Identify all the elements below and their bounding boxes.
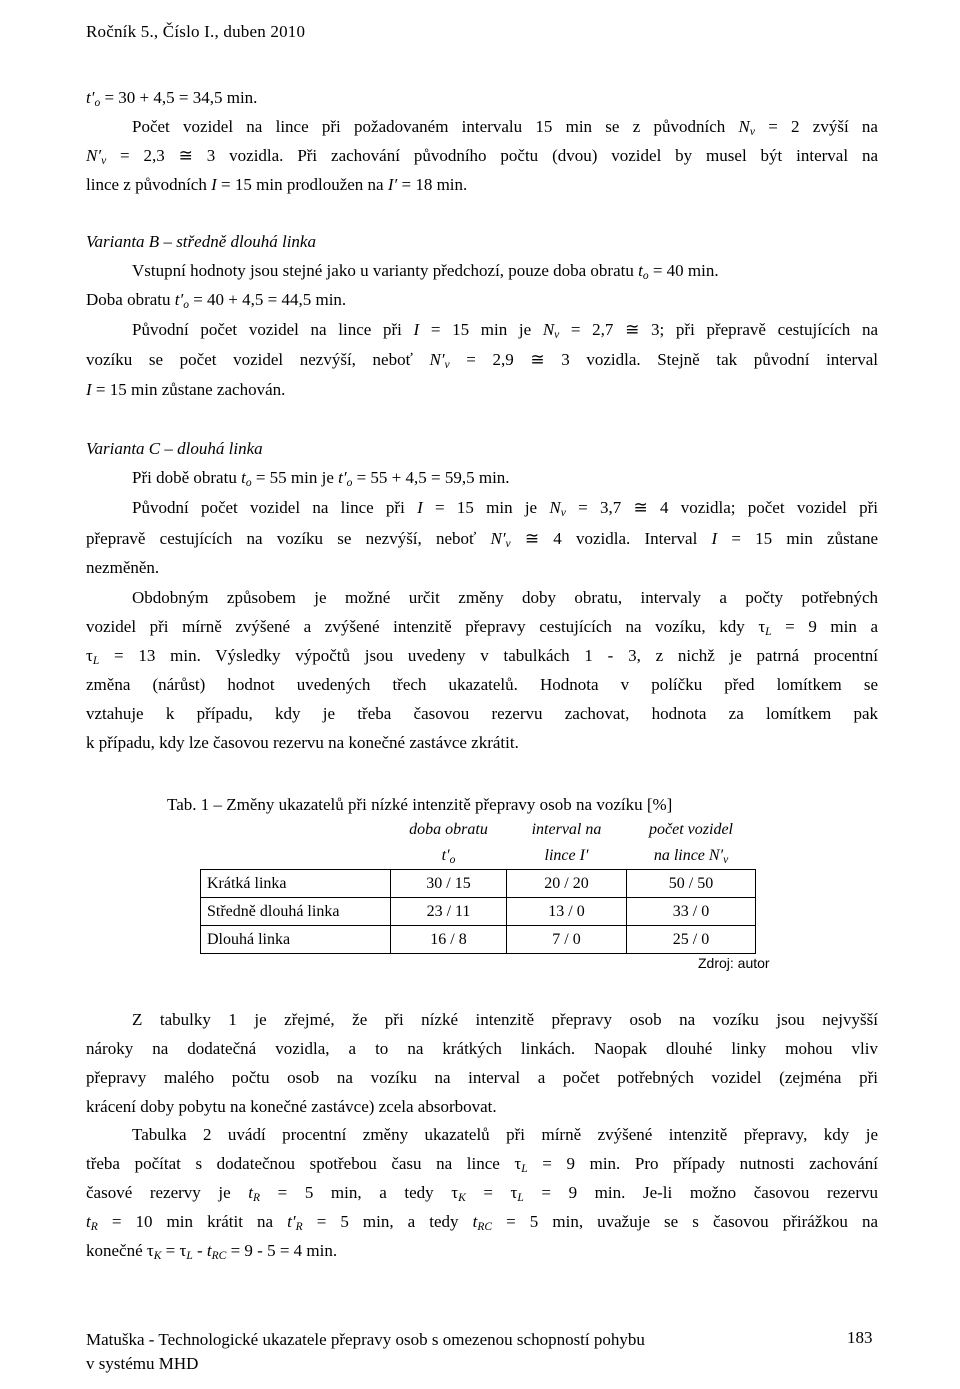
para-table1-line-4: krácení doby pobytu na konečné zastávce) zcela absorbovat. xyxy=(86,1097,497,1116)
variant-b-line-5: I = 15 min zůstane zachován. xyxy=(86,380,286,399)
para-similar-line-4: změna (nárůst) hodnot uvedených třech ukazatelů. Hodnota v políčku před lomítkem se xyxy=(86,675,878,694)
variant-b-heading: Varianta B – středně dlouhá linka xyxy=(86,232,316,251)
table-1-caption: Tab. 1 – Změny ukazatelů při nízké intenzitě přepravy osob na vozíku [%] xyxy=(167,795,673,814)
col-header-na-lince-n: na lince $N'_v$ xyxy=(653,846,729,866)
table-row xyxy=(201,926,756,954)
variant-c-line-2: Původní počet vozidel na lince při I = 15 min je $N_v = 3,7$ ≅ 4 vozidla; počet vozidel při xyxy=(132,498,879,519)
page-number: 183 xyxy=(847,1328,873,1347)
footer-line-1: Matuška - Technologické ukazatele přepravy osob s omezenou schopností pohybu xyxy=(86,1330,645,1349)
cell-doba-obratu: 23 / 11 xyxy=(391,898,507,926)
para-table2-line-5: konečné $\tau_K = \tau_L - t_{RC} = 9 - 5 = 4$ min. xyxy=(86,1241,338,1262)
row-label: Krátká linka xyxy=(201,870,391,898)
para-similar-line-5: vztahuje k případu, kdy je třeba časovou rezervu zachovat, hodnota za lomítkem pak xyxy=(86,704,878,723)
cell-pocet-vozidel: 25 / 0 xyxy=(627,926,756,954)
table-1 xyxy=(200,817,756,954)
cell-interval: 7 / 0 xyxy=(507,926,627,954)
variant-b-line-3: Původní počet vozidel na lince při I = 15 min je $N_v = 2,7$ ≅ 3; při přepravě cestujících na xyxy=(132,320,878,341)
para-table1-line-2: nároky na dodatečná vozidla, a to na krátkých linkách. Naopak dlouhé linky mohou vliv xyxy=(86,1039,878,1058)
intro-line-2: Počet vozidel na lince při požadovaném intervalu 15 min se z původních $N_v = 2$ zvýší na xyxy=(132,117,878,138)
table-1-source: Zdroj: autor xyxy=(698,955,770,971)
para-table2-line-4: $t_R = 10$ min krátit na $t'_R = 5$ min, a tedy $t_{RC} = 5$ min, uvažuje se s časovou přirážkou na xyxy=(86,1212,878,1233)
para-similar-line-1: Obdobným způsobem je možné určit změny doby obratu, intervaly a počty potřebných xyxy=(132,588,878,607)
cell-pocet-vozidel: 50 / 50 xyxy=(627,870,756,898)
page-footer xyxy=(86,1328,886,1376)
para-table1-line-1: Z tabulky 1 je zřejmé, že při nízké intenzitě přepravy osob na vozíku jsou nejvyšší xyxy=(132,1010,878,1029)
variant-c-line-1: Při době obratu $t_o = 55$ min je $t'_o = 55 + 4,5 = 59,5$ min. xyxy=(132,468,510,489)
para-similar-line-6: k případu, kdy lze časovou rezervu na konečné zastávce zkrátit. xyxy=(86,733,519,752)
intro-line-3: $N'_v = 2,3$ ≅ 3 vozidla. Při zachování původního počtu (dvou) vozidel by musel být interval na xyxy=(86,146,878,167)
para-similar-line-2: vozidel při mírně zvýšené a zvýšené intenzitě přepravy cestujících na vozíku, kdy $\tau_L = 9$ min a xyxy=(86,617,878,638)
cell-pocet-vozidel: 33 / 0 xyxy=(627,898,756,926)
variant-b-line-2: Doba obratu $t'_o = 40 + 4,5 = 44,5$ min. xyxy=(86,290,347,311)
col-header-pocet-vozidel: počet vozidel xyxy=(649,821,733,838)
journal-header: Ročník 5., Číslo I., duben 2010 xyxy=(86,22,306,41)
variant-c-line-4: nezměněn. xyxy=(86,558,160,577)
variant-c-heading: Varianta C – dlouhá linka xyxy=(86,439,263,458)
cell-interval: 13 / 0 xyxy=(507,898,627,926)
intro-line-4: lince z původních I = 15 min prodloužen na I′ = 18 min. xyxy=(86,175,468,194)
intro-line-1: $t'_o = 30 + 4,5 = 34,5$ min. xyxy=(86,88,258,109)
col-header-interval: interval na xyxy=(531,821,602,838)
table-header-row-1 xyxy=(201,817,756,843)
table-header-row-2 xyxy=(201,843,756,870)
cell-interval: 20 / 20 xyxy=(507,870,627,898)
footer-line-2: v systému MHD xyxy=(86,1354,199,1373)
row-label: Dlouhá linka xyxy=(201,926,391,954)
cell-doba-obratu: 30 / 15 xyxy=(391,870,507,898)
row-label: Středně dlouhá linka xyxy=(201,898,391,926)
col-header-doba-obratu: doba obratu xyxy=(409,821,488,838)
para-table2-line-2: třeba počítat s dodatečnou spotřebou času na lince $\tau_L = 9$ min. Pro případy nutnosti zachování xyxy=(86,1154,878,1175)
table-row xyxy=(201,870,756,898)
cell-doba-obratu: 16 / 8 xyxy=(391,926,507,954)
para-table2-line-3: časové rezervy je $t_R = 5$ min, a tedy $\tau_K = \tau_L = 9$ min. Je-li možno časovou rezervu xyxy=(86,1183,878,1204)
table-row xyxy=(201,898,756,926)
variant-b-line-4: vozíku se počet vozidel nezvýší, neboť $N'_v = 2,9$ ≅ 3 vozidla. Stejně tak původní interval xyxy=(86,350,878,371)
col-header-to: $t'_o$ xyxy=(441,846,456,866)
variant-b-line-1: Vstupní hodnoty jsou stejné jako u varianty předchozí, pouze doba obratu $t_o = 40$ min. xyxy=(132,261,719,282)
para-similar-line-3: $\tau_L = 13$ min. Výsledky výpočtů jsou uvedeny v tabulkách 1 - 3, z nichž je patrná procentní xyxy=(86,646,878,667)
para-table2-line-1: Tabulka 2 uvádí procentní změny ukazatelů při mírně zvýšené intenzitě přepravy, kdy je xyxy=(132,1125,878,1144)
para-table1-line-3: přepravy malého počtu osob na vozíku na interval a počet potřebných vozidel (zejména při xyxy=(86,1068,878,1087)
variant-c-line-3: přepravě cestujících na vozíku se nezvýší, neboť $N'_v$ ≅ 4 vozidla. Interval I = 15 min zůstane xyxy=(86,529,878,550)
col-header-lince-i: lince I′ xyxy=(544,847,589,864)
